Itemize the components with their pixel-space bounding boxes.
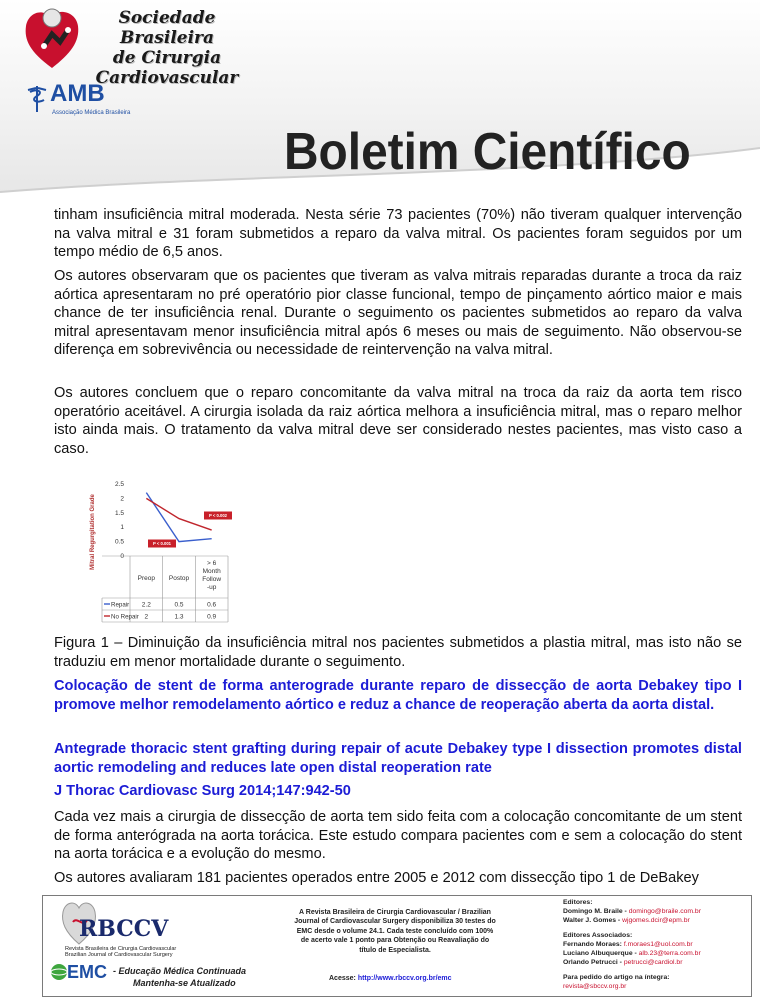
article-citation: J Thorac Cardiovasc Surg 2014;147:942-50	[54, 783, 351, 799]
editors-block	[563, 898, 749, 991]
society-name-line1: Sociedade Brasileira	[118, 8, 216, 48]
request-email[interactable]: revista@sbccv.org.br	[563, 983, 627, 990]
page-title: Boletim Científico	[284, 123, 691, 181]
paragraph-2: Os autores observaram que os pacientes que tiveram as valva mitrais reparadas durante a troca da raiz aórtica apresentaram no pré operatório pior classe funcional, tempo de pinçamento aórtico maior e mais chance de ter insuficiência renal. Durante o seguimento os pacientes submetidos ao reparo da valva mitral apresentavam menor insuficiência mitral após 6 meses ou mais de seguimento. Não observou-se diferença em sobrevivência ou necessidade de reintervenção na valva mitral.	[54, 268, 742, 359]
society-name-line2: de Cirurgia	[112, 48, 222, 68]
footer-description-line1: A Revista Brasileira de Cirurgia Cardiovascular / Brazilian	[299, 909, 491, 916]
footer-description-line2: Journal of Cardiovascular Surgery disponibiliza 30 testes do	[294, 918, 496, 926]
figure-caption: Figura 1 – Diminuição da insuficiência mitral nos pacientes submetidos a plastia mitral, mas isto não se traduziu em menor mortalidade durante o seguimento.	[54, 635, 742, 670]
data-value-label: 1.3	[174, 613, 184, 621]
x-category-label: Postop	[168, 575, 190, 582]
paragraph-4: Cada vez mais a cirurgia de dissecção de aorta tem sido feita com a colocação concomitante de um stent de forma anterógrada na aorta torácica. Este estudo compara pacientes com e sem a colocação do stent na aorta torácica e a evolução do mesmo.	[54, 809, 742, 863]
associate-3-email[interactable]: petrucci@cardiol.br	[623, 959, 683, 966]
caduceus-icon	[24, 84, 50, 114]
society-name	[82, 8, 252, 88]
sbc-heart-logo	[22, 6, 82, 72]
x-category-label: -up	[206, 584, 217, 591]
y-tick-label: 2	[120, 495, 124, 503]
editor-1-email[interactable]: domingo@braile.com.br	[628, 908, 701, 915]
access-label: Acesse:	[329, 975, 356, 982]
x-category-label: Month	[202, 568, 221, 575]
editor-2-name: Walter J. Gomes -	[563, 917, 621, 924]
p-value-label: P < 0.002	[209, 513, 227, 518]
associate-1-email[interactable]: f.moraes1@uol.com.br	[623, 941, 693, 948]
rbccv-subtitle-2: Brazilian Journal of Cardiovascular Surgery	[65, 952, 173, 958]
article-title-english: Antegrade thoracic stent grafting during repair of acute Debakey type I dissection promotes distal aortic remodeling and reduces late open distal reoperation rate	[54, 741, 742, 776]
article-title-portuguese: Colocação de stent de forma anterograde durante reparo de dissecção de aorta Debakey tipo I promove melhor remodelamento aórtico e reduz a chance de reoperação aberta da aorta distal.	[54, 678, 742, 713]
society-name-line3: Cardiovascular	[95, 68, 239, 88]
associate-3-name: Orlando Petrucci -	[563, 959, 622, 966]
paragraph-3: Os autores concluem que o reparo concomitante da valva mitral na troca da raiz da aorta tem risco operatório aceitável. A cirurgia isolada da raiz aórtica melhora a insuficiência mitral, mas o reparo melhor isto ainda mais. O tratamento da valva mitral deve ser considerado nestes pacientes, mas visto caso a caso.	[54, 385, 742, 457]
data-value-label: 2	[144, 613, 149, 621]
x-category-label: > 6	[207, 560, 217, 567]
editors-title: Editores:	[563, 899, 593, 906]
editor-1-name: Domingo M. Braile -	[563, 908, 627, 915]
amb-logo-text: AMB	[50, 80, 105, 107]
legend-label: Repair	[111, 601, 130, 609]
paragraph-5: Os autores avaliaram 181 pacientes operados entre 2005 e 2012 com dissecção tipo 1 de DeBakey	[54, 870, 699, 886]
y-tick-label: 0.5	[114, 538, 124, 546]
y-axis-label: Mitral Regurgitation Grade	[90, 494, 96, 570]
mitral-regurgitation-chart	[84, 470, 232, 624]
footer-banner	[42, 895, 752, 997]
associate-2-email[interactable]: alb.23@terra.com.br	[638, 950, 701, 957]
associate-editors-title: Editores Associados:	[563, 932, 633, 939]
associate-2-name: Luciano Albuquerque -	[563, 950, 637, 957]
y-tick-label: 1	[120, 524, 124, 532]
footer-description-line5: título de Especialista.	[359, 946, 431, 954]
p-value-label: P < 0.001	[153, 541, 171, 546]
legend-label: No Repair	[111, 613, 139, 621]
editor-2-email[interactable]: wjgomes.dcir@epm.br	[622, 917, 690, 924]
amb-subtitle: Associação Médica Brasileira	[52, 110, 131, 116]
data-value-label: 0.9	[207, 613, 217, 621]
x-category-label: Follow	[202, 576, 222, 583]
emc-tagline-1: - Educação Médica Continuada	[113, 966, 247, 976]
emc-logo-text: EMC	[67, 962, 107, 982]
paragraph-1: tinham insuficiência mitral moderada. Nesta série 73 pacientes (70%) não tiveram qualquer intervenção na valva mitral e 31 foram submetidos a reparo da valva mitral. Os pacientes foram seguidos por um tempo médio de 6,5 anos.	[54, 207, 742, 261]
emc-globe-icon	[49, 962, 69, 982]
footer-description-line3: EMC desde o volume 24.1. Cada teste concluído com 100%	[296, 927, 494, 935]
y-tick-label: 2.5	[114, 481, 124, 488]
rbccv-logo-text: RBCCV	[79, 916, 169, 942]
series-line-no-repair	[146, 498, 211, 530]
series-line-repair	[146, 493, 211, 542]
footer-description-line4: de acerto vale 1 ponto para Obtenção ou Reavaliação do	[300, 937, 490, 945]
y-tick-label: 1.5	[114, 509, 124, 517]
data-value-label: 2.2	[141, 601, 151, 609]
footer-access	[329, 974, 452, 983]
emc-tagline-2: Mantenha-se Atualizado	[133, 978, 236, 988]
data-value-label: 0.6	[207, 601, 217, 609]
y-tick-label: 0	[120, 553, 124, 560]
data-value-label: 0.5	[174, 601, 184, 609]
x-category-label: Preop	[137, 575, 156, 582]
access-link[interactable]: http://www.rbccv.org.br/emc	[357, 975, 452, 982]
rbccv-subtitle-1: Revista Brasileira de Cirurgia Cardiovascular	[65, 946, 177, 952]
footer-description	[275, 908, 515, 955]
associate-1-name: Fernando Moraes:	[563, 941, 622, 948]
request-title: Para pedido do artigo na íntegra:	[563, 974, 670, 981]
